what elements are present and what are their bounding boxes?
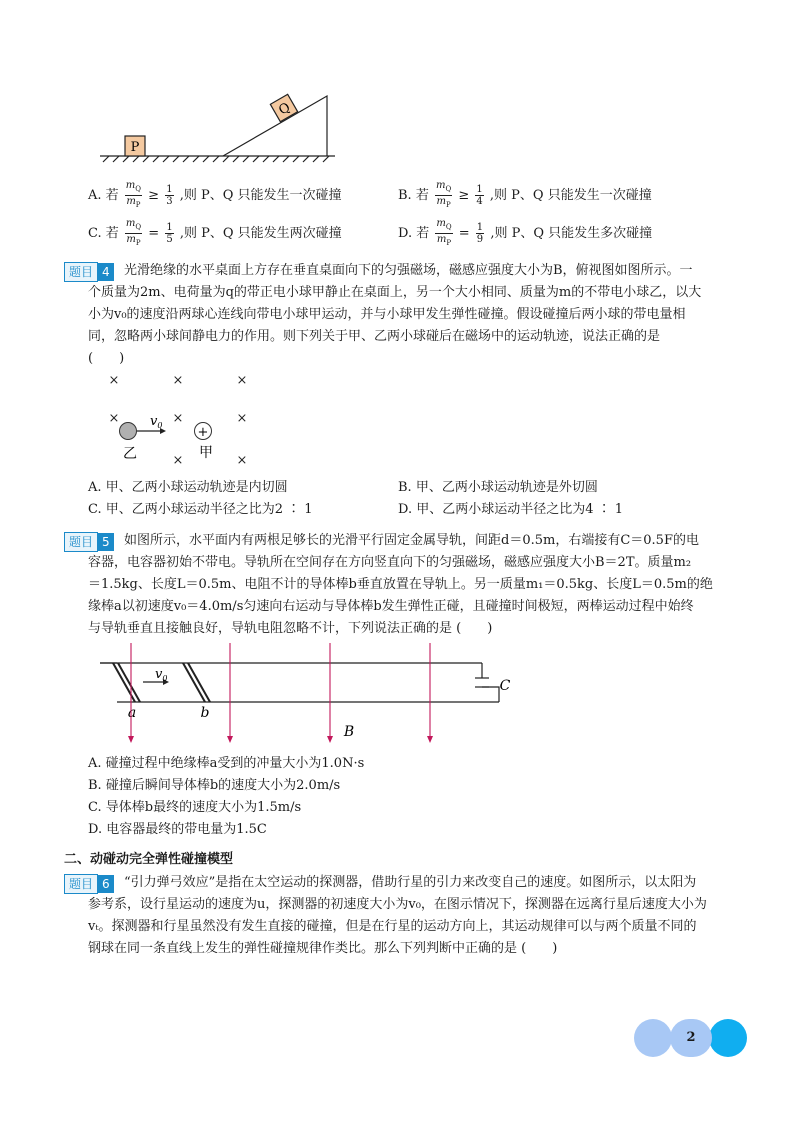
option-c[interactable]: C. 若 $\frac{m_Q}{m_P}$ = $\frac{1}{5}$ ,则 P、Q 只能发生两次碰撞 <box>88 218 342 247</box>
svg-text:×: × <box>236 411 248 426</box>
svg-text:×: × <box>108 373 120 388</box>
figure-incline <box>95 90 345 165</box>
svg-text:×: × <box>172 411 184 426</box>
svg-text:×: × <box>236 453 248 468</box>
q5-line-4: 缘棒a以初速度v₀＝4.0m/s匀速向右运动与导体棒b发生弹性正碰，且碰撞时间极短，两棒运动过程中始终 <box>88 599 694 614</box>
q5-option-c[interactable]: C. 导体棒b最终的速度大小为1.5m/s <box>88 800 302 815</box>
block-q-label: Q <box>276 100 294 119</box>
q4-option-c[interactable]: C. 甲、乙两小球运动半径之比为2 ∶ 1 <box>88 502 313 517</box>
svg-text:×: × <box>172 453 184 468</box>
q5-option-a[interactable]: A. 碰撞过程中绝缘棒a受到的冲量大小为1.0N·s <box>88 756 365 771</box>
q4-line-3: 小为v₀的速度沿两球心连线向带电小球甲运动，并与小球甲发生弹性碰撞。假设碰撞后两小球的带电量相 <box>88 307 686 322</box>
q6-line-3: vₜ。探测器和行星虽然没有发生直接的碰撞，但是在行星的运动方向上，其运动规律可以与两个质量不同的 <box>88 919 697 934</box>
block-q <box>270 94 297 121</box>
option-d[interactable]: D. 若 $\frac{m_Q}{m_P}$ = $\frac{1}{9}$ ,则 P、Q 只能发生多次碰撞 <box>398 218 653 247</box>
figure-rails <box>95 640 525 748</box>
cap-wire-bottom <box>482 687 499 702</box>
label-yi: 乙 <box>123 446 137 462</box>
figure-magnetic-field <box>100 368 270 468</box>
field-arrows <box>128 643 433 743</box>
velocity-label-a: $v_0$ <box>155 667 168 683</box>
q4-line-1: 光滑绝缘的水平桌面上方存在垂直桌面向下的匀强磁场，磁感应强度大小为B，俯视图如图所示。一 <box>124 263 693 278</box>
question-badge-6: 题目 6 <box>64 874 114 892</box>
q4-line-4: 同，忽略两小球间静电力的作用。则下列关于甲、乙两小球碰后在磁场中的运动轨迹，说法正确的是 <box>88 329 661 344</box>
q5-line-5: 与导轨垂直且接触良好，导轨电阻忽略不计，下列说法正确的是 ( ) <box>88 621 493 636</box>
q4-option-a[interactable]: A. 甲、乙两小球运动轨迹是内切圆 <box>88 480 288 495</box>
page-circle-left <box>634 1019 672 1057</box>
q6-line-4: 钢球在同一条直线上发生的弹性碰撞规律作类比。那么下列判断中正确的是 ( ) <box>88 941 558 956</box>
page-number: 2 <box>670 1019 712 1057</box>
svg-text:×: × <box>236 373 248 388</box>
option-b[interactable]: B. 若 $\frac{m_Q}{m_P}$ ≥ $\frac{1}{4}$ ,则 P、Q 只能发生一次碰撞 <box>398 180 652 209</box>
rod-a <box>113 663 135 702</box>
q4-line-2: 个质量为2m、电荷量为q的带正电小球甲静止在桌面上，另一个大小相同、质量为m的不带电小球乙，以大 <box>88 285 702 300</box>
q6-line-2: 参考系，设行星运动的速度为u，探测器的初速度大小为v₀，在图示情况下，探测器在远离行星后速度大小为 <box>88 897 707 912</box>
q5-line-3: ＝1.5kg、长度L＝0.5m、电阻不计的导体棒b垂直放置在导轨上。另一质量m₁＝0.5kg、长度L＝0.5m的绝 <box>88 577 713 592</box>
q4-option-b[interactable]: B. 甲、乙两小球运动轨迹是外切圆 <box>398 480 598 495</box>
label-jia: 甲 <box>199 445 213 461</box>
svg-text:×: × <box>172 373 184 388</box>
ground-hatch <box>103 156 329 162</box>
rod-b <box>183 663 205 702</box>
block-p-label: P <box>130 140 140 155</box>
question-badge-4: 题目 4 <box>64 262 114 280</box>
svg-text:+: + <box>197 425 209 440</box>
cap-label: C <box>499 678 511 694</box>
velocity-label: $v_0$ <box>150 414 163 430</box>
q5-line-1: 如图所示，水平面内有两根足够长的光滑平行固定金属导轨，间距d＝0.5m，右端接有C＝0.5F的电 <box>124 533 699 548</box>
q4-option-d[interactable]: D. 甲、乙两小球运动半径之比为4 ∶ 1 <box>398 502 624 517</box>
ball-yi <box>120 423 137 440</box>
q4-line-5: ( ) <box>88 351 125 366</box>
option-a[interactable]: A. 若 $\frac{m_Q}{m_P}$ ≥ $\frac{1}{3}$ ,则 P、Q 只能发生一次碰撞 <box>88 180 342 209</box>
question-badge-5: 题目 5 <box>64 532 114 550</box>
q5-option-b[interactable]: B. 碰撞后瞬间导体棒b的速度大小为2.0m/s <box>88 778 341 793</box>
rod-b-label: b <box>200 705 210 721</box>
q6-line-1: “引力弹弓效应”是指在太空运动的探测器，借助行星的引力来改变自己的速度。如图所示，以太阳为 <box>124 875 697 890</box>
field-label: B <box>343 724 355 740</box>
rod-a-label: a <box>127 705 137 721</box>
q5-option-d[interactable]: D. 电容器最终的带电量为1.5C <box>88 822 267 837</box>
svg-text:×: × <box>108 411 120 426</box>
page-circle-right <box>709 1019 747 1057</box>
q5-line-2: 容器，电容器初始不带电。导轨所在空间存在方向竖直向下的匀强磁场，磁感应强度大小B＝2T。质量m₂ <box>88 555 692 570</box>
section-title: 二、动碰动完全弹性碰撞模型 <box>64 852 234 867</box>
